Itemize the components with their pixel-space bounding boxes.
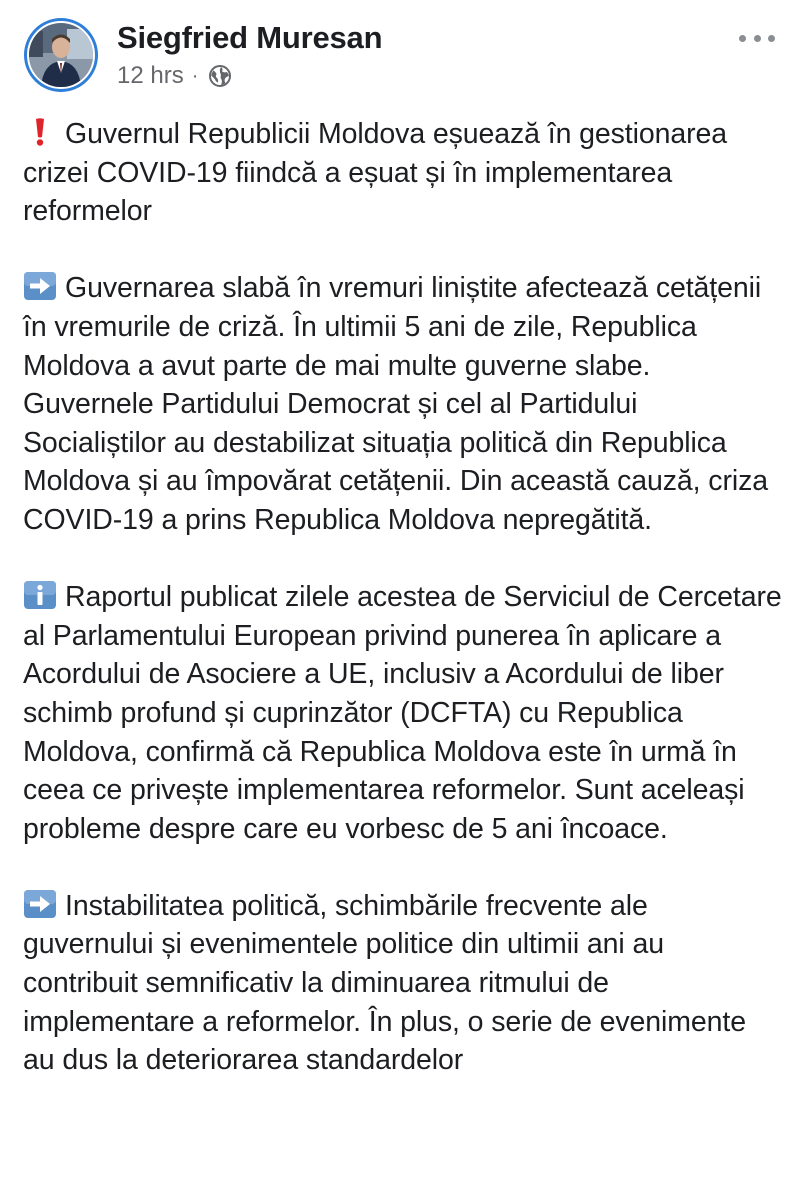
post-body xyxy=(23,115,783,1118)
post-timestamp[interactable]: 12 hrs xyxy=(117,62,184,89)
avatar-photo-icon xyxy=(29,23,93,87)
post-paragraph xyxy=(23,269,783,539)
paragraph-text: Guvernul Republicii Moldova eșuează în gestionarea crizei COVID-19 fiindcă a eșuat și în implementarea reformelor xyxy=(23,118,727,228)
meta-separator: · xyxy=(191,64,199,87)
paragraph-text: Raportul publicat zilele acestea de Serviciul de Cercetare al Parlamentului European privind punerea în aplicare a Acordului de Asociere a UE, inclusiv a Acordului de liber schimb profund și cuprinzător (DCFTA) cu Republica Moldova, confirmă că Republica Moldova este în urmă în ceea ce privește implementarea reformelor. Sunt aceleași probleme despre care eu vorbesc de 5 ani încoace. xyxy=(23,581,782,845)
more-horizontal-icon xyxy=(739,35,746,42)
post-paragraph xyxy=(23,887,783,1080)
avatar[interactable] xyxy=(24,18,98,92)
post-header xyxy=(0,0,797,105)
exclamation-icon xyxy=(23,117,57,147)
author-name[interactable]: Siegfried Muresan xyxy=(117,20,383,55)
avatar-photo xyxy=(27,21,95,89)
paragraph-text: Instabilitatea politică, schimbările frecvente ale guvernului și evenimentele politice din ultimii ani au contribuit semnificativ la diminuarea ritmului de implementare a reformelor. În plus, o serie de evenimente au dus la deteriorarea standardelor xyxy=(23,889,746,1077)
post-paragraph xyxy=(23,115,783,231)
post-paragraph xyxy=(23,578,783,848)
globe-icon[interactable] xyxy=(208,64,232,88)
more-options-button[interactable] xyxy=(739,28,775,48)
paragraph-text: Guvernarea slabă în vremuri liniștite afectează cetățenii în vremurile de criză. În ultimii 5 ani de zile, Republica Moldova a avut parte de mai multe guverne slabe. Guvernele Partidului Democrat și cel al Partidului Socialiștilor au destabilizat situația politică din Republica Moldova și au împovărat cetățenii. Din această cauză, criza COVID-19 a prins Republica Moldova nepregătită. xyxy=(23,272,768,536)
more-dot xyxy=(754,35,761,42)
post-meta xyxy=(117,62,232,90)
right-arrow-icon xyxy=(23,889,57,919)
information-icon xyxy=(23,580,57,610)
right-arrow-icon xyxy=(23,271,57,301)
more-dot xyxy=(768,35,775,42)
